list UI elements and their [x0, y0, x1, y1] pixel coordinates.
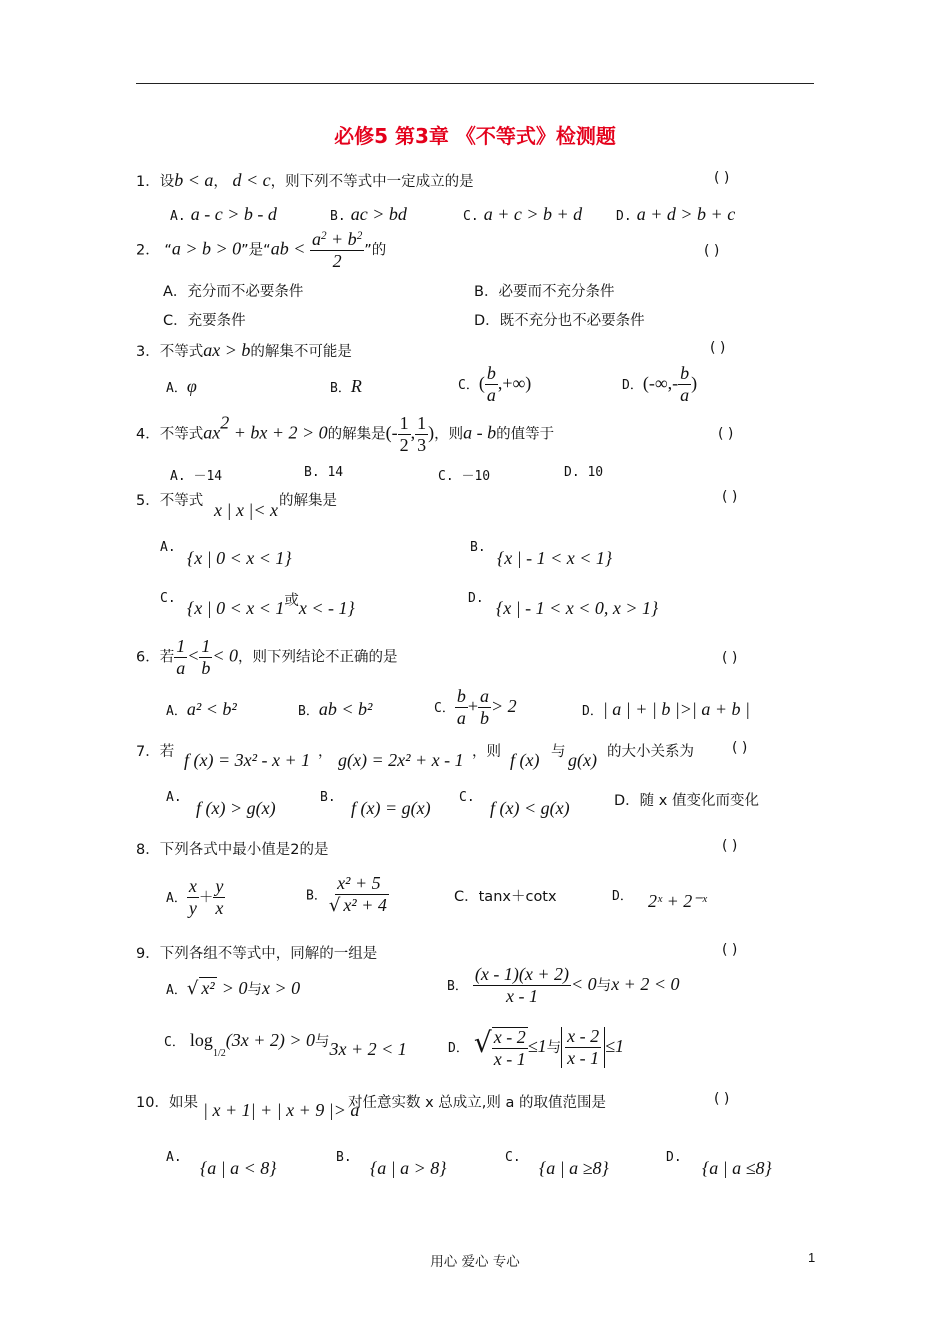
question-7-number — [136, 740, 174, 761]
numerator: 1 — [201, 636, 211, 656]
numerator: b — [456, 686, 466, 706]
option-text: 与 — [315, 1034, 330, 1050]
option-label: D． — [448, 1041, 469, 1056]
option-text: + — [467, 695, 478, 716]
option-text: φ — [186, 376, 197, 396]
denominator: 2 — [399, 434, 409, 455]
option-d: D. 10 — [564, 465, 604, 480]
option-label: A． — [166, 890, 187, 906]
denominator: y — [188, 897, 197, 918]
question-8 — [136, 838, 328, 859]
answer-paren: ( ) — [710, 340, 726, 356]
question-text: ，则 — [472, 744, 501, 760]
option-a: f (x) > g(x) — [196, 798, 276, 818]
denominator: x² + 4 — [343, 894, 387, 915]
option-c: C．tanx＋cotx — [454, 889, 557, 905]
math-expr: x | x |< x — [214, 500, 279, 520]
option-label: C. — [463, 209, 479, 224]
option-text: ) — [691, 372, 698, 393]
option-text: x > 0 — [261, 978, 301, 998]
numerator: (x - 1)(x + 2) — [474, 964, 570, 984]
denominator: a — [486, 384, 496, 405]
fraction — [455, 687, 468, 728]
option-c — [164, 1030, 407, 1059]
numerator: x - 2 — [493, 1026, 526, 1047]
option-text: ab < b² — [318, 699, 373, 719]
denominator: x - 1 — [505, 985, 538, 1006]
denominator: x - 1 — [567, 1048, 600, 1068]
question-text: “ — [164, 242, 172, 259]
math-expr: ax > b — [203, 340, 251, 360]
numerator: y — [215, 876, 224, 896]
option-text: 与 — [247, 982, 262, 998]
option-text: ＋ — [198, 889, 214, 906]
math-expr: | x + 1| + | x + 9 |> a — [203, 1100, 360, 1120]
option-text: a - c > b - d — [190, 204, 277, 224]
option-text: a + d > b + c — [636, 204, 736, 224]
radicand: x² — [201, 978, 215, 998]
fraction — [398, 414, 411, 455]
math-expr: (- — [385, 422, 398, 443]
option-text: ac > bd — [350, 204, 407, 224]
option-text: a + c > b + d — [483, 204, 583, 224]
answer-paren: ( ) — [722, 489, 738, 505]
option-label: B． — [306, 888, 327, 904]
option-a — [166, 376, 197, 397]
question-text: ”是“ — [241, 242, 271, 259]
question-text: 的解集不可能是 — [250, 344, 352, 360]
option-b: {x | - 1 < x < 1} — [497, 548, 613, 568]
option-label: D． — [622, 377, 643, 393]
option-text: a² < b² — [186, 699, 237, 719]
option-d — [622, 364, 697, 405]
fraction — [174, 637, 187, 678]
option-text: log — [189, 1030, 213, 1050]
numerator: 1 — [399, 413, 409, 433]
page-title: 必修5 第3章 《不等式》检测题 — [334, 124, 616, 148]
fraction — [678, 364, 691, 405]
math-expr: < 0 — [212, 645, 239, 666]
option-label: C． — [458, 377, 479, 393]
option-text: ≤1 — [605, 1036, 625, 1056]
option-a: A．√ x² > 0与x > 0 — [166, 978, 301, 999]
answer-paren: ( ) — [722, 942, 738, 958]
header-rule — [136, 83, 814, 84]
math-expr: ab < — [270, 238, 306, 259]
option-text: 与 — [546, 1040, 562, 1056]
question-text: 的值等于 — [496, 426, 555, 443]
option-b: B．必要而不充分条件 — [474, 284, 615, 300]
answer-paren: ( ) — [732, 740, 748, 756]
option-c-label: C. — [505, 1150, 521, 1165]
question-6 — [136, 637, 398, 678]
option-c — [187, 589, 355, 618]
option-label: D． — [582, 704, 603, 719]
question-number: 7． — [136, 744, 160, 760]
option-b — [330, 204, 407, 225]
question-number: 4． — [136, 426, 160, 443]
option-a: A. －14 — [170, 469, 223, 484]
question-9 — [136, 942, 377, 963]
numerator: 1 — [417, 413, 427, 433]
question-text: 的解集是 — [279, 493, 337, 509]
option-text: x + 2 < 0 — [611, 973, 680, 994]
question-text: 与 — [551, 744, 566, 760]
fraction — [565, 1027, 601, 1068]
denominator: b — [201, 657, 211, 678]
option-d-label: D. — [468, 591, 484, 606]
fraction — [415, 414, 428, 455]
option-d: {a | a ≤8} — [702, 1158, 772, 1178]
option-a — [166, 877, 225, 918]
option-label: C． — [164, 1035, 185, 1050]
option-c: f (x) < g(x) — [490, 798, 570, 818]
math-expr: , — [410, 422, 416, 443]
option-a: {x | 0 < x < 1} — [187, 548, 292, 568]
question-5 — [136, 489, 203, 510]
fraction: $\frac{\text{x² + 5}}{\text{√ x² + 4}}$ — [328, 873, 387, 916]
question-text: 对任意实数 x 总成立,则 a 的取值范围是 — [348, 1095, 607, 1111]
question-text: ，则下列不等式中一定成立的是 — [270, 174, 474, 190]
fraction — [187, 877, 199, 918]
option-text: ( — [478, 372, 485, 393]
fraction — [492, 1027, 528, 1069]
option-d: D． √ $\frac{x - 2}{x - 1}$ ≤1与 $\frac{x - 2}{x - 1}$ ≤1 — [448, 1026, 625, 1069]
question-number: 6． — [136, 649, 160, 666]
option-d — [616, 204, 735, 225]
option-a — [166, 699, 237, 720]
option-c-label: C. — [160, 591, 176, 606]
option-text: | a | + | b |>| a + b | — [602, 699, 750, 719]
question-text: 不等式 — [159, 426, 204, 443]
answer-paren: ( ) — [718, 426, 734, 442]
option-d: D．随 x 值变化而变化 — [614, 793, 759, 809]
option-b: B. 14 — [304, 465, 344, 480]
option-b — [306, 874, 391, 916]
fraction — [199, 637, 212, 678]
fraction — [213, 877, 225, 918]
option-text: > 2 — [490, 695, 517, 716]
numerator: b — [680, 363, 690, 383]
option-label: C． — [434, 700, 455, 716]
option-c: C．充要条件 — [163, 313, 246, 329]
option-text: ≤1 — [527, 1036, 547, 1056]
math-expr: f (x) — [510, 750, 540, 770]
option-label: B. — [330, 209, 346, 224]
question-text: 不等式 — [159, 344, 204, 360]
option-label: A． — [166, 704, 187, 719]
question-number: 9． — [136, 946, 160, 962]
question-2 — [136, 230, 386, 271]
answer-paren: ( ) — [704, 243, 720, 259]
question-number: 10． — [136, 1095, 169, 1111]
option-text: (3x + 2) > 0 — [225, 1030, 315, 1050]
question-text: 如果 — [168, 1095, 198, 1111]
numerator-a: a — [311, 229, 321, 249]
denominator: x - 1 — [493, 1048, 526, 1069]
math-expr: ) — [428, 422, 435, 443]
question-text: 的解集是 — [327, 426, 386, 443]
option-label: B． — [298, 704, 319, 719]
denominator: a — [176, 657, 186, 678]
fraction — [485, 364, 498, 405]
option-b: f (x) = g(x) — [351, 798, 431, 818]
option-label: A． — [166, 381, 187, 396]
option-c — [434, 687, 517, 728]
option-a-label: A. — [160, 540, 176, 555]
option-b: {a | a > 8} — [370, 1158, 447, 1178]
option-d: D．既不充分也不必要条件 — [474, 313, 645, 329]
denominator: b — [479, 707, 489, 728]
option-a-label: A. — [166, 1150, 182, 1165]
denominator: a — [680, 384, 690, 405]
fraction: $\frac{a^2 + b^2}{2}$ — [311, 229, 363, 271]
math-expr: ax — [203, 422, 221, 443]
answer-paren: ( ) — [714, 170, 730, 186]
option-label: B． — [447, 978, 468, 994]
denominator: a — [456, 707, 466, 728]
footer-text: 用心 爱心 专心 — [430, 1254, 520, 1270]
numerator-b: + b — [326, 229, 357, 249]
fraction — [473, 965, 571, 1006]
question-text: 不等式 — [159, 493, 204, 509]
option-c: C. －10 — [438, 469, 491, 484]
option-b-label: B. — [336, 1150, 352, 1165]
math-expr: < — [187, 645, 200, 666]
denominator: 3 — [417, 434, 427, 455]
option-d-label: D. — [666, 1150, 682, 1165]
question-1 — [136, 170, 474, 191]
option-b — [447, 965, 679, 1006]
math-expr: d < c — [232, 170, 271, 190]
option-label: A． — [166, 983, 187, 998]
question-number: 3． — [136, 344, 160, 360]
option-b — [330, 376, 362, 397]
option-a: {a | a < 8} — [200, 1158, 277, 1178]
option-a: A．充分而不必要条件 — [163, 284, 304, 300]
log-base: 1/2 — [212, 1048, 226, 1059]
question-number: 2． — [136, 242, 160, 259]
option-c-label: C. — [459, 790, 475, 805]
question-text: 设 — [159, 174, 175, 190]
option-text: ,+∞) — [497, 372, 532, 393]
page-number: 1 — [808, 1250, 816, 1265]
question-text: 下列各组不等式中，同解的一组是 — [159, 946, 378, 962]
numerator: x² + 5 — [337, 873, 381, 893]
question-number: 8． — [136, 842, 160, 858]
question-number: 1． — [136, 174, 160, 190]
math-expr: + bx + 2 > 0 — [229, 422, 328, 443]
option-d-label: D． — [612, 889, 633, 904]
option-label: A. — [170, 209, 186, 224]
question-text: 若 — [159, 744, 175, 760]
option-text: < 0 — [571, 973, 597, 994]
option-d: 2ˣ + 2⁻ˣ — [648, 891, 707, 911]
question-number: 5． — [136, 493, 160, 509]
numerator: b — [486, 363, 496, 383]
question-text: ， — [213, 174, 228, 190]
answer-paren: ( ) — [722, 838, 738, 854]
option-c — [463, 204, 582, 225]
math-expr: g(x) = 2x² + x - 1 — [338, 750, 464, 770]
question-3 — [136, 340, 352, 361]
option-a — [170, 204, 277, 225]
numerator: x — [188, 876, 197, 896]
option-c: {a | a ≥8} — [539, 1158, 609, 1178]
math-expr: a - b — [463, 422, 497, 443]
option-text: 与 — [596, 977, 612, 994]
answer-paren: ( ) — [714, 1091, 730, 1107]
fraction — [478, 687, 491, 728]
math-expr: g(x) — [568, 750, 597, 770]
question-text: 下列各式中最小值是2的是 — [159, 842, 329, 858]
option-text: > 0 — [221, 978, 248, 998]
option-a-label: A. — [166, 790, 182, 805]
option-text: 或 — [284, 593, 299, 609]
option-c — [458, 364, 531, 405]
option-label: B． — [330, 381, 351, 396]
option-b-label: B. — [320, 790, 336, 805]
question-4: 4．不等式$ax^2$ + bx + 2 > 0的解集是(- $\frac{1}{2}$ , $\frac{1}{3}$ )，则a - b的值等于 — [136, 412, 555, 455]
math-expr: a > b > 0 — [171, 238, 242, 259]
option-text: R — [350, 376, 362, 396]
question-text: 若 — [159, 649, 175, 666]
option-d — [582, 699, 750, 720]
option-b — [298, 699, 372, 720]
numerator: 1 — [176, 636, 186, 656]
option-text: 3x + 2 < 1 — [329, 1039, 407, 1059]
question-text: ， — [318, 744, 333, 760]
question-text: 的大小关系为 — [607, 744, 694, 760]
denominator: x — [215, 897, 224, 918]
option-b-label: B. — [470, 540, 486, 555]
option-d: {x | - 1 < x < 0, x > 1} — [496, 598, 659, 618]
math-expr: f (x) = 3x² - x + 1 — [184, 750, 311, 770]
option-text: {x | 0 < x < 1 — [187, 598, 285, 618]
question-text: ，则下列结论不正确的是 — [238, 649, 398, 666]
question-10-number — [136, 1091, 198, 1112]
option-label: D. — [616, 209, 632, 224]
numerator: a — [479, 686, 489, 706]
question-text: ，则 — [434, 426, 464, 443]
numerator: x - 2 — [567, 1026, 600, 1047]
math-expr: b < a — [174, 170, 214, 190]
option-text: (-∞,- — [642, 372, 679, 393]
option-text: x < - 1} — [298, 598, 355, 618]
answer-paren: ( ) — [722, 650, 738, 666]
question-text: ”的 — [364, 242, 387, 259]
denominator: 2 — [332, 250, 342, 271]
